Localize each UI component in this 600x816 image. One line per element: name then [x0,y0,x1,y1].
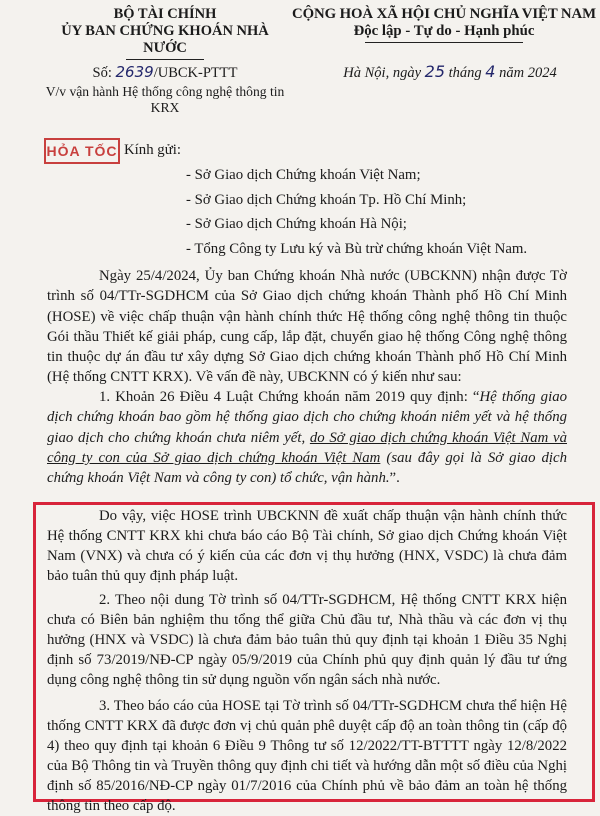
salutation: Kính gửi: [124,142,181,158]
point-1-quote-underlined: do Sở giao dịch chứng khoán Việt Nam và công ty con của Sở giao dịch chứng khoán Việt Nam [47,429,567,466]
intro-paragraph: Ngày 25/4/2024, Ủy ban Chứng khoán Nhà nước (UBCKNN) nhận được Tờ trình số 04/TTr-SGDHCM của Sở Giao dịch chứng khoán Thành phố Hồ Chí Minh (HOSE) về việc chấp thuận vận hành chính thức Hệ thống công nghệ thông tin thuộc Gói thầu Thiết kế giải pháp, cung cấp, lắp đặt, chuyển giao hệ thống Công nghệ thông tin thuộc dự án đầu tư xây dựng Sở Giao dịch chứng khoán Thành phố Hồ Chí Minh (Hệ thống CNTT KRX). Về vấn đề này, UBCKNN có ý kiến như sau: [47,268,567,386]
point-1-paragraph [47,387,567,488]
motto-underline [365,42,523,43]
date-line [300,63,600,82]
recipient-list [186,163,586,261]
point-1-quote: Hệ thống giao dịch chứng khoán bao gồm hệ thống giao dịch cho chứng khoán niêm yết và hệ thống giao dịch cho chứng khoán chưa niêm yết, [47,389,567,446]
point-2-paragraph: 2. Theo nội dung Tờ trình số 04/TTr-SGDHCM, Hệ thống CNTT KRX hiện chưa có Biên bản nghiệm thu tổng thể giữa Chủ đầu tư, Nhà thầu và các đơn vị thụ hưởng (HNX và VSDC) là chưa đảm bảo tuân thủ quy định tại khoản 1 Điều 35 Nghị định số 73/2019/NĐ-CP ngày 05/9/2019 của Chính phủ quy định quản lý đầu tư ứng dụng công nghệ thông tin sử dụng nguồn vốn ngân sách nhà nước. [47,592,567,688]
date-year: năm 2024 [495,65,557,81]
point-1-end: ”. [389,470,400,487]
date-day-handwritten: 25 [424,62,445,81]
issuer-header [40,6,290,60]
document-number [40,63,290,82]
nation-title: CỘNG HOÀ XÃ HỘI CHỦ NGHĨA VIỆT NAM [292,6,596,22]
recipient-item: - Sở Giao dịch Chứng khoán Việt Nam; [186,167,421,183]
date-prefix: Hà Nội, ngày [343,65,425,81]
doc-number-handwritten: 2639 [115,63,154,81]
point-3-paragraph: 3. Theo báo cáo của HOSE tại Tờ trình số 04/TTr-SGDHCM chưa thể hiện Hệ thống CNTT KRX đã được đơn vị chủ quản phê duyệt cấp độ an toàn thông tin (cấp độ 4) theo quy định tại khoản 6 Điều 9 Thông tư số 12/2022/TT-BTTTT ngày 12/8/2022 của Bộ Thông tin và Truyền thông quy định chi tiết và hướng dẫn một số điều của Nghị định số 85/2016/NĐ-CP ngày 01/7/2016 của Chính phủ về bảo đảm an toàn hệ thống thông tin theo cấp độ. [47,698,567,814]
recipient-item: - Sở Giao dịch Chứng khoán Tp. Hồ Chí Minh; [186,191,467,208]
point-1-quote-tail: (sau đây gọi là Sở giao dịch chứng khoán Việt Nam và công ty con) tổ chức, vận hành. [47,449,567,487]
point-1-lead: 1. Khoản 26 Điều 4 Luật Chứng khoán năm 2019 quy định: “ [99,389,480,405]
point-1-conclusion: Do vậy, việc HOSE trình UBCKNN đề xuất chấp thuận vận hành chính thức Hệ thống CNTT KRX khi chưa báo cáo Bộ Tài chính, Sở giao dịch Chứng khoán Việt Nam (VNX) và chưa có ý kiến của các đơn vị thụ hưởng (HNX, VSDC) là chưa đảm bảo tuân thủ quy định pháp luật. [47,508,567,584]
header-underline [126,59,204,60]
committee-name: ỦY BAN CHỨNG KHOÁN NHÀ NƯỚC [61,23,269,56]
date-month-handwritten: 4 [485,62,496,81]
ministry-name: BỘ TÀI CHÍNH [113,6,217,22]
national-motto: Độc lập - Tự do - Hạnh phúc [353,23,535,39]
doc-number-suffix: /UBCK-PTTT [153,65,238,81]
recipient-item: - Tổng Công ty Lưu ký và Bù trừ chứng khoán Việt Nam. [186,240,528,257]
recipient-item: - Sở Giao dịch Chứng khoán Hà Nội; [186,216,407,232]
urgent-stamp: HỎA TỐC [44,138,120,164]
doc-number-prefix: Số: [92,65,116,81]
document-subject: V/v vận hành Hệ thống công nghệ thông tin KRX [45,84,285,115]
date-month-label: tháng [445,65,486,81]
national-header [288,6,600,43]
